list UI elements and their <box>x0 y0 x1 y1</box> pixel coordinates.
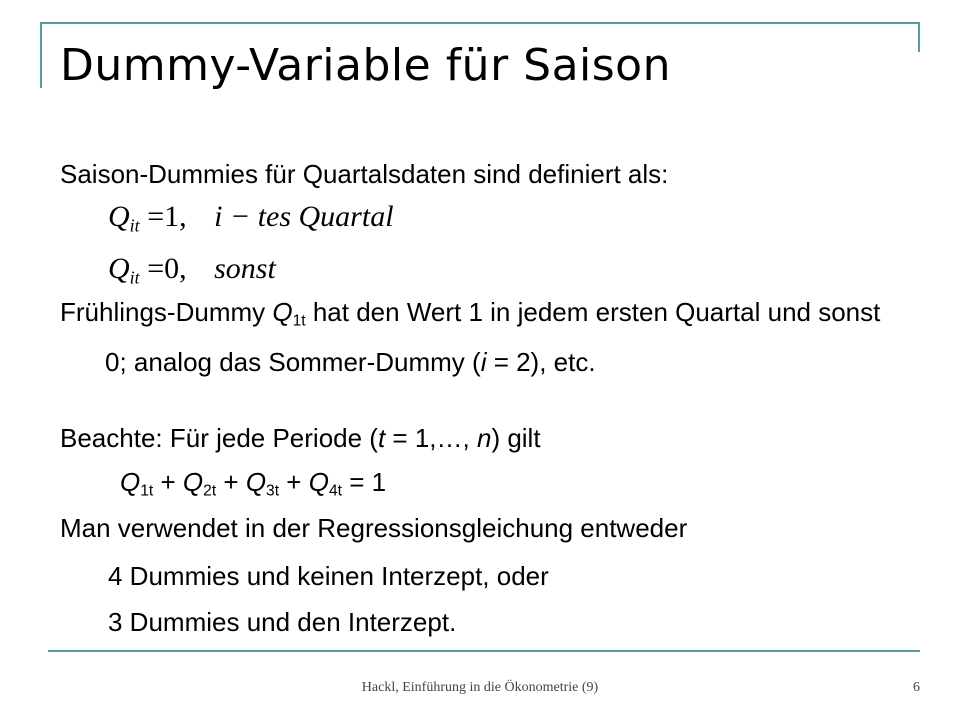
spring-i: i <box>480 346 487 377</box>
def1-sub: it <box>129 215 140 236</box>
sum-q1: Q <box>120 467 141 497</box>
spring-dummy-text <box>60 292 885 382</box>
sum-sub3: 3t <box>266 482 280 500</box>
def2-cond: sonst <box>214 252 276 285</box>
note-post: ) gilt <box>491 423 541 453</box>
option-four-dummies: 4 Dummies und keinen Interzept, oder <box>108 561 549 591</box>
spring-mid: hat den Wert 1 in jedem ersten Quartal und sonst 0; analog das Sommer-Dummy ( <box>105 297 881 377</box>
spring-sub: 1t <box>292 312 306 330</box>
frame-line-top <box>40 22 920 24</box>
sum-sub1: 1t <box>140 482 154 500</box>
page-number: 6 <box>913 680 920 695</box>
note-mid: = 1,…, <box>385 423 477 453</box>
option-three-dummies: 3 Dummies und den Interzept. <box>108 607 457 637</box>
note-pre: Beachte: Für jede Periode ( <box>60 423 378 453</box>
note-t: t <box>377 423 386 453</box>
sum-q2: Q <box>182 467 204 497</box>
sum-q4: Q <box>308 467 329 497</box>
frame-line-right <box>918 22 920 52</box>
spring-pre: Frühlings-Dummy <box>60 297 273 327</box>
definition-quarter <box>108 200 394 236</box>
def1-lhs: Q <box>108 200 130 233</box>
intro-text: Saison-Dummies für Quartalsdaten sind definiert als: <box>60 159 669 189</box>
spring-q: Q <box>272 297 293 327</box>
note-text <box>60 418 541 458</box>
sum-q3: Q <box>245 467 267 497</box>
regression-text: Man verwendet in der Regressionsgleichung entweder <box>60 513 688 543</box>
sum-plus1: + <box>160 467 176 497</box>
sum-plus3: + <box>286 467 302 497</box>
sum-sub4: 4t <box>328 482 342 500</box>
sum-sub2: 2t <box>203 482 217 500</box>
def1-cond: i − tes Quartal <box>214 200 394 233</box>
sum-plus2: + <box>223 467 239 497</box>
def2-lhs: Q <box>108 252 130 285</box>
sum-equation <box>120 462 386 512</box>
footer-text: Hackl, Einführung in die Ökonometrie (9) <box>361 680 599 695</box>
sum-result: = 1 <box>349 467 387 497</box>
frame-line-left <box>40 22 42 88</box>
note-n: n <box>476 423 492 453</box>
spring-post: = 2), etc. <box>486 346 596 377</box>
def1-rhs: =1, <box>147 200 187 233</box>
def2-rhs: =0, <box>147 252 187 285</box>
slide-title: Dummy-Variable für Saison <box>60 40 671 91</box>
def2-sub: it <box>129 267 140 288</box>
definition-otherwise <box>108 252 276 288</box>
frame-line-bottom <box>48 650 920 652</box>
